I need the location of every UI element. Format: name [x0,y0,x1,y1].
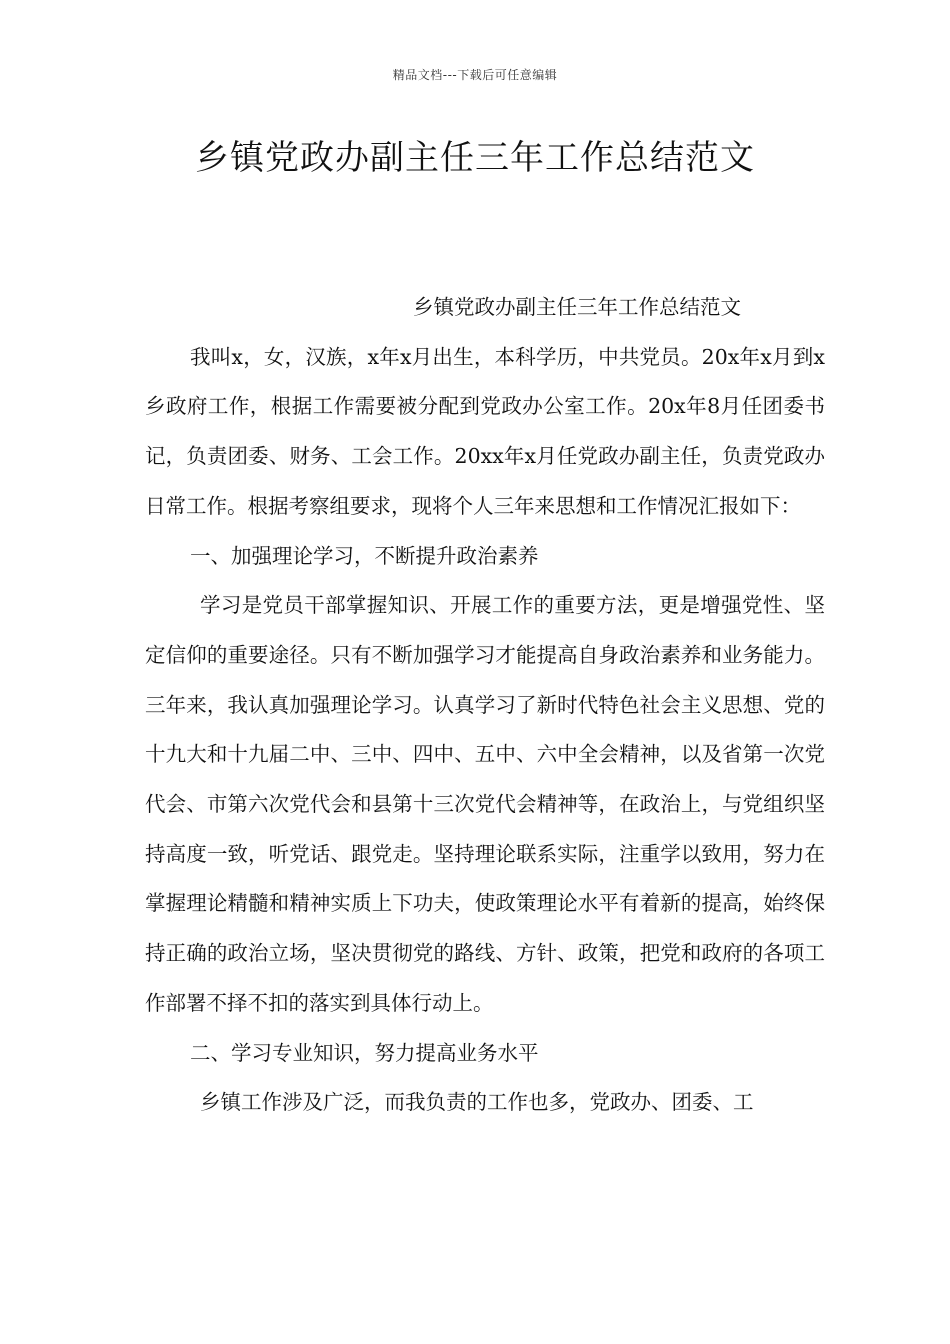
document-title: 乡镇党政办副主任三年工作总结范文 [195,138,755,178]
section-2-paragraph: 乡镇工作涉及广泛，而我负责的工作也多，党政办、团委、工 [200,1090,754,1115]
document-body [145,283,825,1128]
section-1-paragraph: 学习是党员干部掌握知识、开展工作的重要方法，更是增强党性、坚定信仰的重要途径。只有不断加强学习才能提高自身政治素养和业务能力。三年来，我认真加强理论学习。认真学习了新时代特色社会主义思想、党的十九大和十九届二中、三中、四中、五中、六中全会精神，以及省第一次党代会、市第六次党代会和县第十三次党代会精神等，在政治上，与党组织坚持高度一致，听党话、跟党走。坚持理论联系实际，注重学以致用，努力在掌握理论精髓和精神实质上下功夫，使政策理论水平有着新的提高，始终保持正确的政治立场，坚决贯彻党的路线、方针、政策，把党和政府的各项工作部署不择不扣的落实到具体行动上。 [145,593,825,1015]
document-subtitle: 乡镇党政办副主任三年工作总结范文 [413,295,741,319]
header-note: 精品文档---下载后可任意编辑 [392,68,558,82]
section-2-heading: 二、学习专业知识，努力提高业务水平 [190,1040,539,1065]
intro-paragraph: 我叫x，女，汉族，x年x月出生，本科学历，中共党员。20x年x月到x乡政府工作，根据工作需要被分配到党政办公室工作。20x年8月任团委书记，负责团委、财务、工会工作。20xx年x月任党政办副主任，负责党政办日常工作。根据考察组要求，现将个人三年来思想和工作情况汇报如下： [145,344,825,518]
section-1-heading: 一、加强理论学习，不断提升政治素养 [190,543,539,568]
